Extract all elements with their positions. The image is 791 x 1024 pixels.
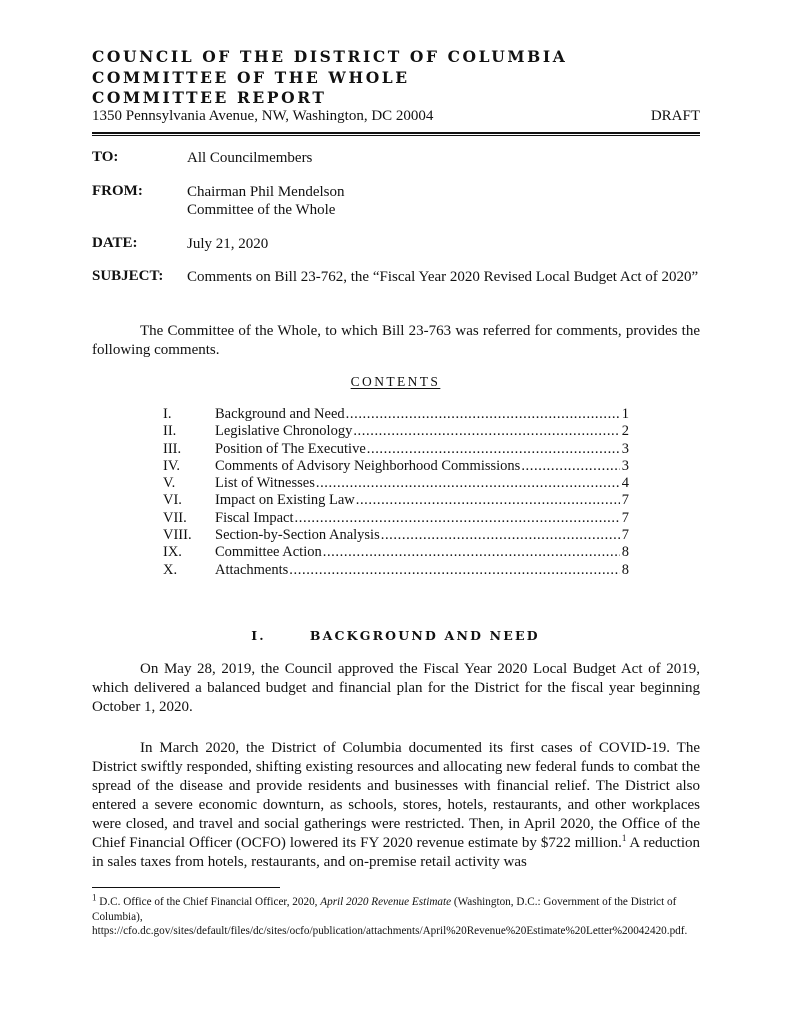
toc-dot-leader: [289, 562, 620, 579]
toc-item-label: Position of The Executive: [215, 440, 366, 457]
toc-item-label: Background and Need: [215, 406, 345, 422]
toc-item-number: I.: [163, 406, 172, 422]
toc-dot-leader: [346, 406, 620, 423]
toc-item-number: III.: [163, 440, 182, 457]
toc-item-number: IX.: [163, 544, 182, 561]
report-heading: COMMITTEE REPORT: [92, 88, 327, 107]
toc-item-number: IV.: [163, 457, 181, 474]
toc-item[interactable]: [163, 544, 629, 561]
toc-item-number: II.: [163, 423, 177, 440]
toc-item-page: 3: [621, 457, 629, 474]
background-paragraph-1: On May 28, 2019, the Council approved the Fiscal Year 2020 Local Budget Act of 2019, which delivered a balanced budget and financial plan for the District for the fiscal year beginning October 1, 2020.: [92, 661, 700, 715]
toc-item-label: List of Witnesses: [215, 475, 315, 492]
header-rule-thick: [92, 132, 700, 134]
toc-dot-leader: [323, 544, 620, 561]
toc-item[interactable]: [163, 562, 629, 579]
to-label: TO:: [92, 149, 119, 165]
toc-item-number: VI.: [163, 492, 182, 509]
section-heading: [0, 628, 791, 643]
committee-heading: COMMITTEE OF THE WHOLE: [92, 68, 410, 87]
toc-item-number: VII.: [163, 509, 187, 526]
subject-label: SUBJECT:: [92, 268, 164, 284]
toc-item-page: 8: [621, 561, 629, 578]
section-title: BACKGROUND AND NEED: [309, 628, 540, 643]
council-heading: COUNCIL OF THE DISTRICT OF COLUMBIA: [92, 47, 568, 66]
section-number: I.: [251, 628, 266, 643]
toc-item-number: VIII.: [163, 527, 192, 544]
toc-dot-leader: [521, 458, 620, 475]
to-value: All Councilmembers: [187, 150, 313, 166]
subject-value: Comments on Bill 23-762, the “Fiscal Year 2020 Revised Local Budget Act of 2020”: [187, 269, 699, 285]
toc-item-number: V.: [163, 475, 176, 492]
toc-item[interactable]: [163, 492, 629, 509]
footnote-marker: 1: [92, 892, 97, 903]
toc-item-label: Attachments: [215, 561, 289, 578]
background-paragraph-2: In March 2020, the District of Columbia documented its first cases of COVID-19. The District swiftly responded, shifting existing resources and allocating new federal funds to combat the spread of the disease and provide residents and businesses with financial relief. The District also entered a severe economic downturn, as schools, stores, hotels, restaurants, and other workplaces were closed, and travel and social gatherings were restricted. Then, in April 2020, the Office of the Chief Financial Officer (OCFO) lowered its FY 2020 revenue estimate by $722 million.$^1$ A reduction in sales taxes from hotels, restaurants, and on-premise retail activity was: [92, 740, 701, 870]
toc-item-page: 1: [621, 406, 629, 422]
footnote-title: April 2020 Revenue Estimate: [320, 896, 452, 908]
from-committee: Committee of the Whole: [187, 202, 336, 218]
intro-paragraph: [92, 322, 700, 360]
toc-item-label: Comments of Advisory Neighborhood Commissions: [215, 457, 521, 474]
from-value: [187, 183, 345, 219]
toc-item-label: Fiscal Impact: [215, 509, 294, 526]
toc-item-label: Section-by-Section Analysis: [215, 527, 380, 544]
toc-item-number: X.: [163, 561, 178, 578]
toc-item-page: 2: [621, 423, 629, 440]
header-rule-thin: [92, 135, 700, 136]
date-label: DATE:: [92, 235, 138, 251]
toc-item-page: 8: [621, 544, 629, 561]
address-row: [92, 108, 700, 125]
draft-label: DRAFT: [650, 108, 700, 124]
toc-dot-leader: [316, 475, 620, 492]
toc-item[interactable]: [163, 406, 629, 423]
footnote-url[interactable]: https://cfo.dc.gov/sites/default/files/dc/sites/ocfo/publication/attachments/April%20Revenue%20Estimate%20Letter%20042420.pdf.: [92, 925, 688, 937]
table-of-contents: [163, 406, 629, 579]
footnote: $^1$ D.C. Office of the Chief Financial Officer, 2020, April 2020 Revenue Estimate (Washington, D.C.: Government of the District of Columbia), https://cfo.dc.gov/sites/default/files/dc/sites/ocfo/publication/attachments/April%20Revenue%20Estimate%20Letter%20042420.pdf.: [92, 895, 700, 939]
toc-dot-leader: [356, 492, 620, 509]
toc-item[interactable]: [163, 441, 629, 458]
toc-item[interactable]: [163, 527, 629, 544]
toc-item-page: 4: [621, 475, 629, 492]
date-value: July 21, 2020: [187, 236, 269, 252]
toc-item-label: Legislative Chronology: [215, 423, 353, 440]
address: 1350 Pennsylvania Avenue, NW, Washington, DC 20004: [92, 108, 434, 124]
toc-dot-leader: [367, 441, 620, 458]
toc-item[interactable]: [163, 458, 629, 475]
footnote-rule: [92, 887, 280, 888]
toc-dot-leader: [353, 423, 620, 440]
toc-item-label: Committee Action: [215, 544, 322, 561]
toc-dot-leader: [381, 527, 620, 544]
from-label: FROM:: [92, 183, 143, 199]
from-name: Chairman Phil Mendelson: [187, 184, 345, 200]
toc-item-page: 7: [621, 509, 629, 526]
toc-item[interactable]: [163, 423, 629, 440]
toc-item[interactable]: [163, 510, 629, 527]
toc-item-page: 7: [621, 492, 629, 509]
toc-dot-leader: [295, 510, 620, 527]
toc-item-label: Impact on Existing Law: [215, 492, 355, 509]
toc-item-page: 3: [621, 440, 629, 457]
contents-title: CONTENTS: [350, 374, 441, 389]
footnote-reference[interactable]: 1: [621, 833, 627, 843]
toc-item-page: 7: [621, 527, 629, 544]
toc-item[interactable]: [163, 475, 629, 492]
intro-text: The Committee of the Whole, to which Bill 23-763 was referred for comments, provides the following comments.: [92, 323, 700, 358]
